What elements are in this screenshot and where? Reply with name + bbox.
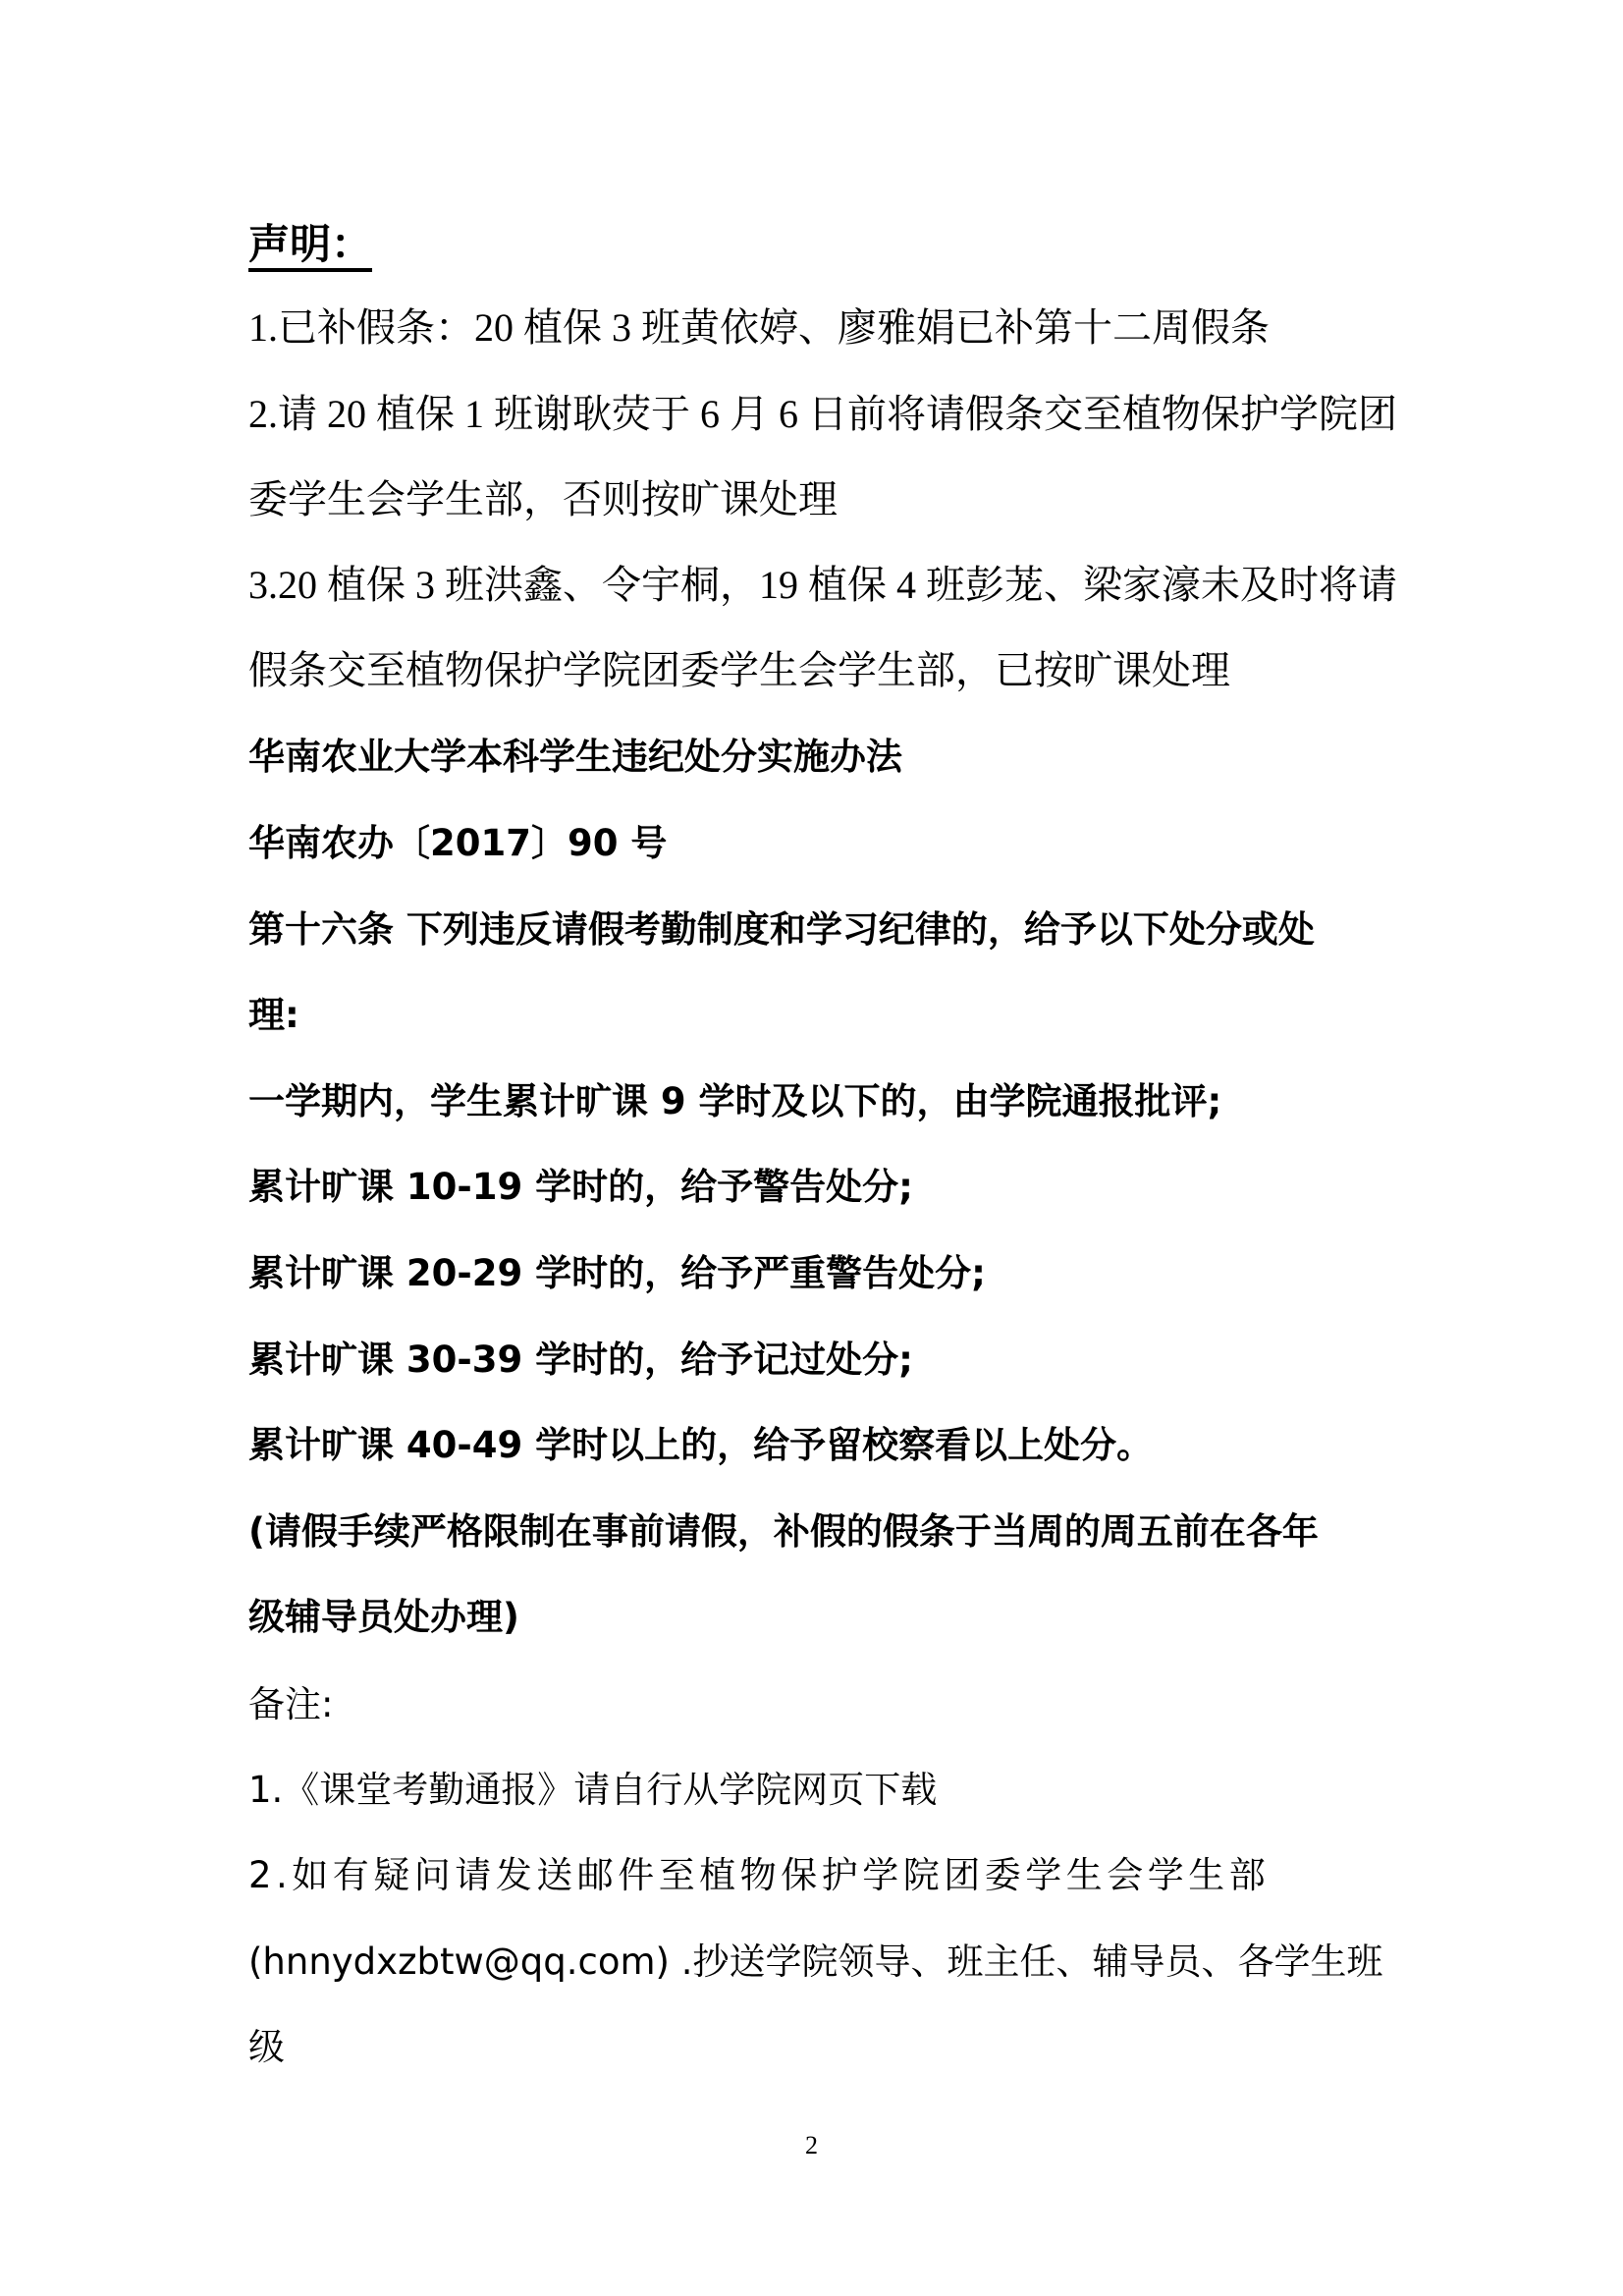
regulation-article-line-1: 第十六条 下列违反请假考勤制度和学习纪律的，给予以下处分或处: [248, 908, 1315, 951]
regulation-rule-2: 累计旷课 10-19 学时的，给予警告处分;: [248, 1166, 913, 1208]
remarks-label: 备注:: [248, 1683, 334, 1725]
regulation-rule-1: 一学期内，学生累计旷课 9 学时及以下的，由学院通报批评;: [248, 1080, 1222, 1122]
statement-line-3: 委学生会学生部，否则按旷课处理: [248, 477, 838, 521]
regulation-note-line-1: (请假手续严格限制在事前请假，补假的假条于当周的周五前在各年: [248, 1510, 1319, 1553]
statement-line-5: 假条交至植物保护学院团委学生会学生部，已按旷课处理: [248, 648, 1230, 692]
regulation-rule-3: 累计旷课 20-29 学时的，给予严重警告处分;: [248, 1252, 986, 1294]
statement-line-1: 1.已补假条：20 植保 3 班黄依婷、廖雅娟已补第十二周假条: [248, 305, 1270, 350]
page-number: 2: [805, 2131, 818, 2159]
regulation-title: 华南农业大学本科学生违纪处分实施办法: [248, 736, 902, 778]
declaration-heading: 声明：: [248, 220, 373, 268]
regulation-doc-number: 华南农办〔2017〕90 号: [248, 822, 668, 864]
regulation-rule-5: 累计旷课 40-49 学时以上的，给予留校察看以上处分。: [248, 1424, 1154, 1466]
remarks-item-1: 1.《课堂考勤通报》请自行从学院网页下载: [248, 1769, 938, 1811]
statement-line-2: 2.请 20 植保 1 班谢耿荧于 6 月 6 日前将请假条交至植物保护学院团: [248, 392, 1397, 436]
statement-line-4: 3.20 植保 3 班洪鑫、令宇桐，19 植保 4 班彭茏、梁家濠未及时将请: [248, 563, 1397, 607]
regulation-note-line-2: 级辅导员处办理): [248, 1596, 519, 1638]
regulation-article-line-2: 理:: [248, 994, 299, 1036]
remarks-item-2-line-1: 2.如有疑问请发送邮件至植物保护学院团委学生会学生部: [248, 1854, 1271, 1896]
regulation-rule-4: 累计旷课 30-39 学时的，给予记过处分;: [248, 1339, 913, 1381]
remarks-item-2-line-3: 级: [248, 2026, 285, 2068]
remarks-item-2-line-2: (hnnydxzbtw@qq.com) .抄送学院领导、班主任、辅导员、各学生班: [248, 1941, 1383, 1983]
